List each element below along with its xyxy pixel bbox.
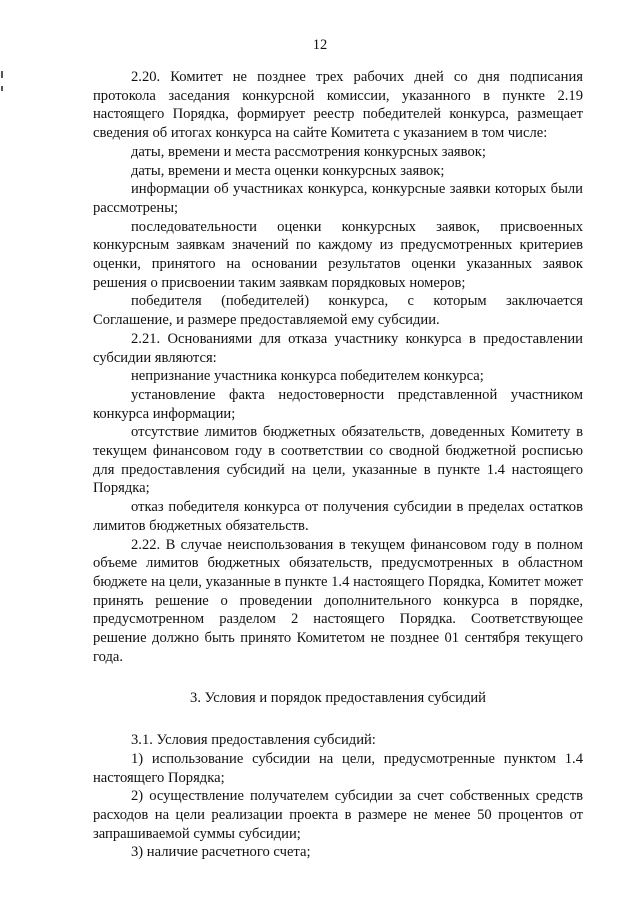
document-body — [93, 68, 583, 862]
paragraph-item: непризнание участника конкурса победителем конкурса; — [131, 368, 484, 385]
paragraph-item: установление факта недостоверности представленной участником конкурса информации; — [93, 386, 583, 422]
paragraph-item: последовательности оценки конкурсных заявок, присвоенных конкурсным заявкам значений по каждому из предусмотренных критериев оценки, принятого на основании результатов оценки указанных заявок решения о присвоении таким заявкам порядковых номеров; — [93, 218, 583, 291]
paragraph-2-20: 2.20. Комитет не позднее трех рабочих дней со дня подписания протокола заседания конкурсной комиссии, указанного в пункте 2.19 настоящего Порядка, формирует реестр победителей конкурса, размещает сведения об итогах конкурса на сайте Комитета с указанием в том числе: — [93, 69, 583, 142]
section-heading: 3. Условия и порядок предоставления субсидий — [190, 689, 486, 706]
paragraph-item: отказ победителя конкурса от получения субсидии в пределах остатков лимитов бюджетных обязательств. — [93, 499, 583, 534]
paragraph-item: даты, времени и места рассмотрения конкурсных заявок; — [131, 143, 486, 160]
paragraph-2-22: 2.22. В случае неиспользования в текущем финансовом году в полном объеме лимитов бюджетных обязательств, предусмотренных в областном бюджете на цели, указанные в пункте 1.4 настоящего Порядка, Комитет может принять решение о проведении дополнительного конкурса в порядке, предусмотренном разделом 2 настоящего Порядка. Соответствующее решение должно быть принято Комитетом не позднее 01 сентября текущего года. — [93, 536, 583, 665]
paragraph-item: победителя (победителей) конкурса, с которым заключается Соглашение, и размере предоставляемой ему субсидии. — [93, 293, 583, 329]
paragraph-item: 3) наличие расчетного счета; — [131, 844, 311, 861]
paragraph-item: отсутствие лимитов бюджетных обязательств, доведенных Комитету в текущем финансовом году в соответствии со сводной бюджетной росписью для предоставления субсидий на цели, указанные в пункте 1.4 настоящего Порядка; — [93, 424, 583, 497]
paragraph-item: 2) осуществление получателем субсидии за счет собственных средств расходов на цели реализации проекта в размере не менее 50 процентов от запрашиваемой суммы субсидии; — [93, 788, 583, 842]
scan-edge-mark — [1, 86, 3, 91]
paragraph-item: информации об участниках конкурса, конкурсные заявки которых были рассмотрены; — [93, 181, 583, 216]
page-number: 12 — [312, 37, 328, 53]
paragraph-item: 1) использование субсидии на цели, предусмотренные пунктом 1.4 настоящего Порядка; — [93, 750, 583, 786]
paragraph-3-1: 3.1. Условия предоставления субсидий: — [131, 732, 376, 749]
scan-edge-mark — [1, 71, 3, 78]
paragraph-item: даты, времени и места оценки конкурсных заявок; — [131, 162, 445, 179]
paragraph-2-21: 2.21. Основаниями для отказа участнику конкурса в предоставлении субсидии являются: — [93, 330, 583, 366]
